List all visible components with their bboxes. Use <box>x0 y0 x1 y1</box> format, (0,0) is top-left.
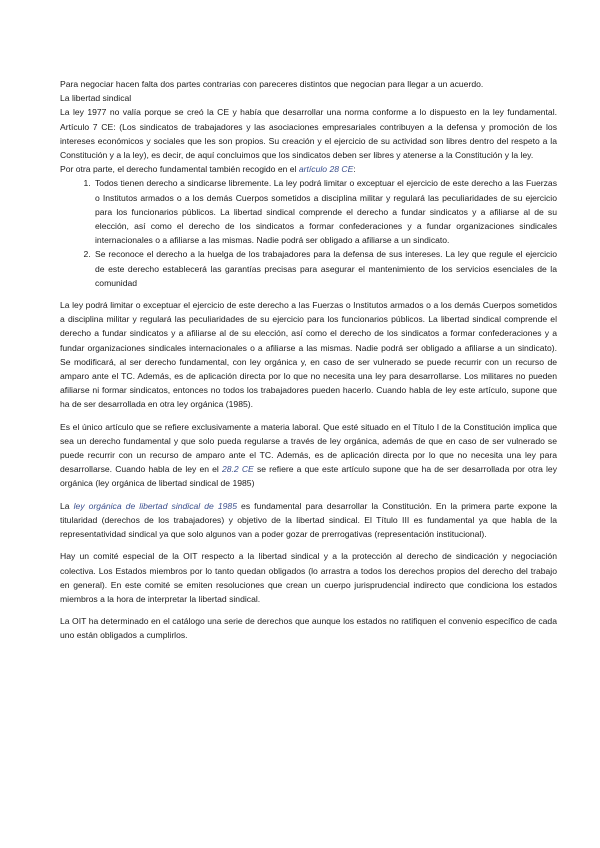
intro-line: Para negociar hacen falta dos partes contrarias con pareceres distintos que negocian para llegar a un acuerdo. <box>60 79 484 89</box>
paragraph-oit-committee: Hay un comité especial de la OIT respecto a la libertad sindical y a la protección al derecho de sindicación y negociación colectiva. Los Estados miembros por lo tanto quedan obligados (lo arrastra a todos los derechos propios del derecho del trabajo en general). En este comité se emiten resoluciones que crean un cuerpo jurisprudencial indirecto que condiciona los estados miembros a la hora de interpretar la libertad sindical. <box>60 551 557 604</box>
paragraph-commentary: La ley podrá limitar o exceptuar el ejercicio de este derecho a las Fuerzas o Institutos armados o a los demás Cuerpos sometidos a disciplina militar y regulará las peculiaridades de su ejercicio para los funcionarios públicos. La libertad sindical comprende el derecho a fundar sindicatos y a afiliarse al de su elección, así como el derecho de los sindicatos a formar confederaciones y a fundar organizaciones sindicales internacionales o a afiliarse a las mismas. Nadie podrá ser obligado a afiliarse a un sindicato). Se modificará, al ser derecho fundamental, con ley orgánica y, en caso de ser vulnerado se puede recurrir con un recurso de amparo ante el TC. Además, es de aplicación directa por lo que no necesita una ley para desarrollarse. Los militares no pueden afiliarse ni formar sindicatos, entonces no todos los trabajadores pueden hacerlo. Cuando habla de ley este artículo, supone que ha de ser desarrollada en otra ley orgánica (1985). <box>60 300 557 410</box>
section-title: La libertad sindical <box>60 93 132 104</box>
paragraph-article-labor: Es el único artículo que se refiere exclusivamente a materia laboral. Que esté situado en el Título I de la Constitución implica que sea un derecho fundamental y que solo pueda regularse a través de ley orgánica, además de que en caso de ser vulnerado se puede recurrir con un recurso de amparo ante el TC. Además, es de aplicación directa por lo que no necesita una ley para desarrollarse. Cuando habla de ley en el 28.2 CE se refiere a que este artículo supone que ha de ser desarrollada por otra ley orgánica (ley orgánica de libertad sindical de 1985) <box>60 421 557 489</box>
intro-paragraph: La ley 1977 no valía porque se creó la CE y había que desarrollar una norma conforme a lo dispuesto en la ley fundamental. Artículo 7 CE: (Los sindicatos de trabajadores y las asociaciones empresariales contribuyen a la defensa y promoción de los intereses económicos y sociales que les son propios. Su creación y el ejercicio de su actividad son libres dentro del respeto a la Constitución y a la ley), es decir, de aquí concluimos que los sindicatos deben ser libres y atenerse a la Constitución y la ley. <box>60 107 557 161</box>
article-lead: Por otra parte, el derecho fundamental también recogido en el artículo 28 CE: <box>60 164 356 175</box>
article-28-list <box>60 176 557 290</box>
paragraph-oit-catalog: La OIT ha determinado en el catálogo una serie de derechos que aunque los estados no ratifiquen el convenio específico de cada uno están obligados a cumplirlos. <box>60 616 557 641</box>
document-body <box>60 77 557 643</box>
article-28-reference: artículo 28 CE <box>298 164 354 175</box>
article-28-2-reference: 28.2 CE <box>221 464 254 475</box>
paragraph-lols: La ley orgánica de libertad sindical de 1985 es fundamental para desarrollar la Constitución. En la primera parte expone la titularidad (derechos de los trabajadores) y objetivo de la libertad sindical. El Título III es fundamental ya que habla de la representatividad sindical ya que solo algunos van a poder gozar de prerrogativas (representación institucional). <box>60 500 558 540</box>
list-item: 1. Todos tienen derecho a sindicarse libremente. La ley podrá limitar o exceptuar el ejercicio de este derecho a las Fuerzas o Institutos armados o a los demás Cuerpos sometidos a disciplina militar y regulará las peculiaridades de su ejercicio para los funcionarios públicos. La libertad sindical comprende el derecho a fundar sindicatos y a afiliarse al de su elección, así como el derecho de los sindicatos a formar confederaciones y a fundar organizaciones sindicales internacionales o a afiliarse a las mismas. Nadie podrá ser obligado a afiliarse a un sindicato. <box>93 176 557 247</box>
list-item: 2. Se reconoce el derecho a la huelga de los trabajadores para la defensa de sus intereses. La ley que regule el ejercicio de este derecho establecerá las garantías precisas para asegurar el mantenimiento de los servicios esenciales de la comunidad <box>93 247 557 290</box>
lols-reference: ley orgánica de libertad sindical de 1985 <box>73 500 237 511</box>
